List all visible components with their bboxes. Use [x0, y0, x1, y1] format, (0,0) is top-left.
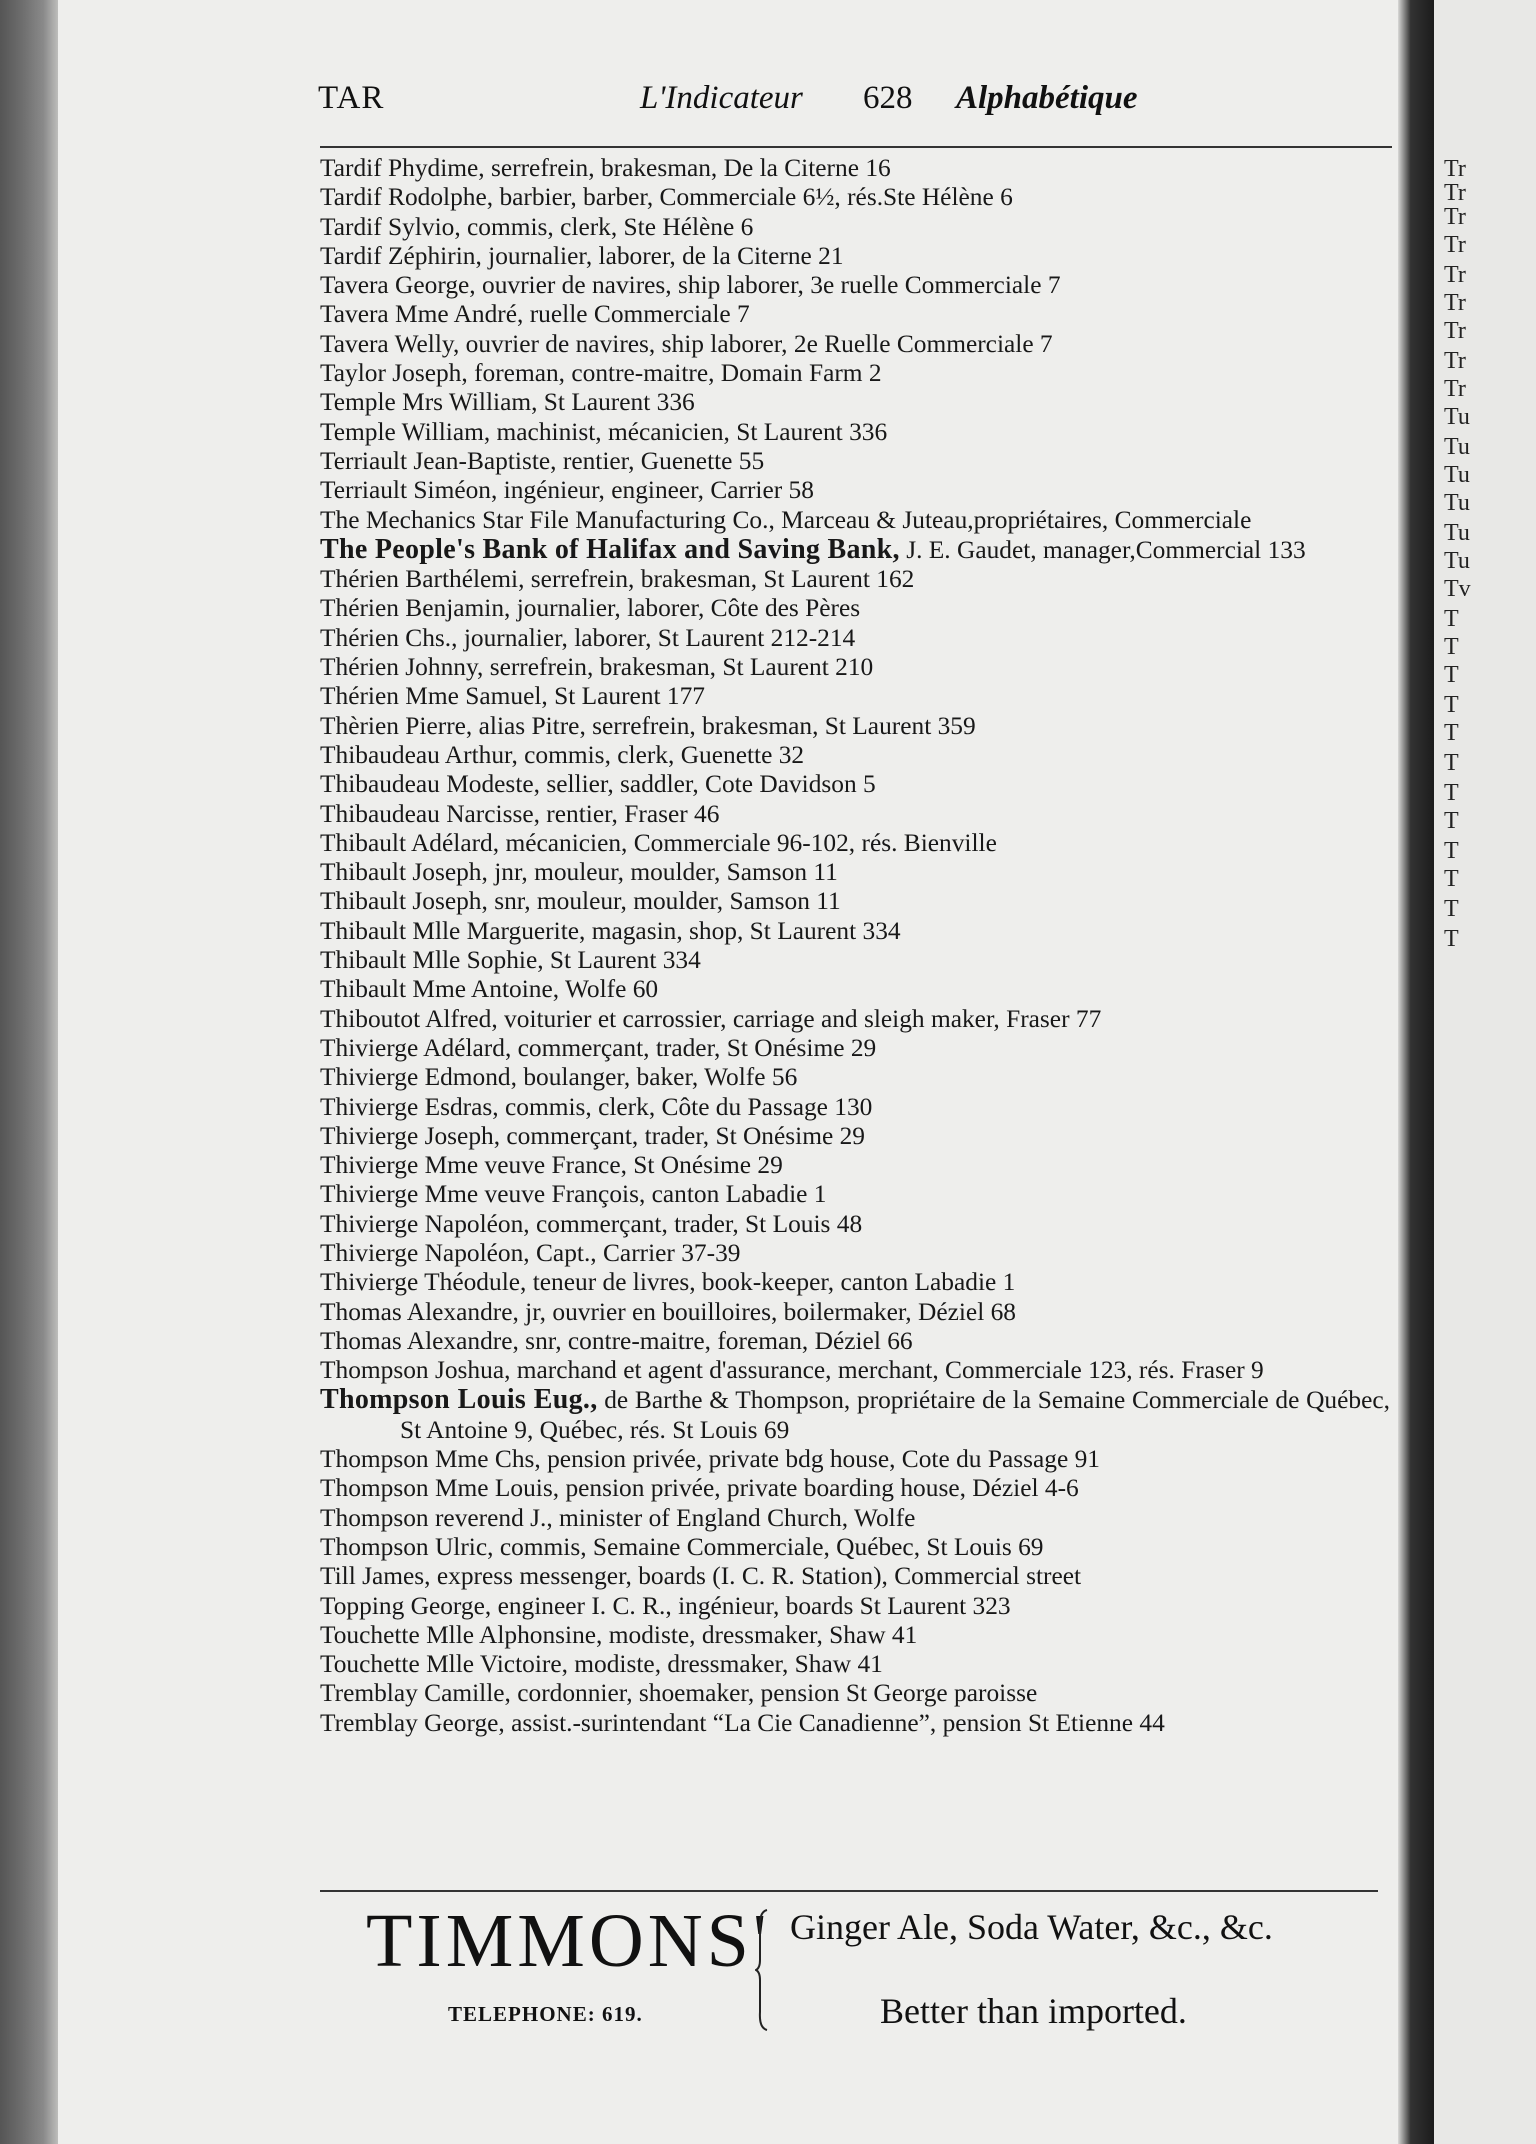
entry-text: Thompson reverend J., minister of England Church, Wolfe: [320, 1503, 916, 1532]
entry-text: Thivierge Edmond, boulanger, baker, Wolfe 56: [320, 1063, 798, 1092]
adjacent-page-fragment: T: [1444, 808, 1459, 834]
adjacent-page-fragment: Tr: [1444, 180, 1466, 206]
directory-entry: [320, 1005, 1390, 1034]
directory-entry: [320, 506, 1390, 535]
directory-entry: [320, 565, 1390, 594]
entry-text: Thérien Benjamin, journalier, laborer, Côte des Pères: [320, 594, 861, 623]
advertisement-telephone: TELEPHONE: 619.: [448, 2002, 643, 2026]
header-title-left: L'Indicateur: [640, 80, 803, 116]
entry-text: Tavera George, ouvrier de navires, ship laborer, 3e ruelle Commerciale 7: [320, 271, 1061, 300]
entry-text: Tremblay George, assist.-surintendant “La Cie Canadienne”, pension St Etienne 44: [320, 1708, 1165, 1737]
adjacent-page-fragment: Tv: [1444, 576, 1471, 602]
entry-text: Thomas Alexandre, jr, ouvrier en bouilloires, boilermaker, Déziel 68: [320, 1297, 1016, 1326]
adjacent-page-fragment: Tr: [1444, 156, 1466, 182]
advertisement-brand: TIMMONS': [366, 1899, 771, 1983]
directory-entry: [320, 829, 1390, 858]
directory-page: [58, 0, 1398, 2144]
adjacent-page-fragment: T: [1444, 926, 1459, 952]
directory-entry: [320, 418, 1390, 447]
advertisement-line-1: Ginger Ale, Soda Water, &c., &c.: [790, 1907, 1273, 1947]
directory-entry: [320, 594, 1390, 623]
entry-text: Thibault Joseph, snr, mouleur, moulder, Samson 11: [320, 887, 841, 916]
directory-entry: [320, 624, 1390, 653]
adjacent-page-fragment: Tu: [1444, 520, 1470, 546]
adjacent-page-fragment: T: [1444, 720, 1459, 746]
adjacent-page-fragment: T: [1444, 634, 1459, 660]
entry-text: Taylor Joseph, foreman, contre-maitre, Domain Farm 2: [320, 359, 882, 388]
directory-entry: [320, 1709, 1390, 1738]
directory-entry: [320, 770, 1390, 799]
entry-text: Thompson Mme Louis, pension privée, private boarding house, Déziel 4-6: [320, 1474, 1079, 1503]
advertisement: [320, 1898, 1390, 2048]
adjacent-page-fragment: Tr: [1444, 318, 1466, 344]
directory-entry: [320, 975, 1390, 1004]
header-code: TAR: [318, 80, 385, 116]
directory-entry: [320, 1474, 1390, 1503]
directory-entry: [320, 887, 1390, 916]
directory-entry: [320, 1210, 1390, 1239]
entry-text: Thivierge Joseph, commerçant, trader, St Onésime 29: [320, 1121, 865, 1150]
entry-text: Thibaudeau Arthur, commis, clerk, Guenette 32: [320, 740, 805, 769]
entry-text: Thibaudeau Narcisse, rentier, Fraser 46: [320, 799, 720, 828]
header-rule: [320, 146, 1392, 148]
advertisement-line-2: Better than imported.: [880, 1991, 1187, 2031]
entry-text: Thèrien Pierre, alias Pitre, serrefrein, brakesman, St Laurent 359: [320, 711, 976, 740]
directory-entry: [320, 1504, 1390, 1533]
book-binding: [0, 0, 58, 2144]
directory-entry: [320, 1180, 1390, 1209]
directory-entry: [320, 653, 1390, 682]
entry-text: Terriault Siméon, ingénieur, engineer, Carrier 58: [320, 476, 814, 505]
entry-text: Topping George, engineer I. C. R., ingénieur, boards St Laurent 323: [320, 1591, 1011, 1620]
directory-entry: [320, 858, 1390, 887]
adjacent-page-edge: [1434, 0, 1536, 2144]
entry-text: Thivierge Esdras, commis, clerk, Côte du Passage 130: [320, 1092, 873, 1121]
directory-entry: [320, 1533, 1390, 1562]
entry-text: Temple William, machinist, mécanicien, St Laurent 336: [320, 417, 888, 446]
adjacent-page-fragment: Tu: [1444, 548, 1470, 574]
adjacent-page-fragment: Tu: [1444, 462, 1470, 488]
page-number: 628: [863, 80, 913, 116]
adjacent-page-fragment: T: [1444, 606, 1459, 632]
page-gutter: [1398, 0, 1434, 2144]
header-title-right: Alphabétique: [956, 80, 1138, 116]
entry-text: Thérien Mme Samuel, St Laurent 177: [320, 682, 706, 711]
entry-text: Thibaudeau Modeste, sellier, saddler, Cote Davidson 5: [320, 770, 876, 799]
entry-text: Touchette Mlle Victoire, modiste, dressmaker, Shaw 41: [320, 1650, 883, 1679]
entry-text: Thompson Joshua, marchand et agent d'assurance, merchant, Commerciale 123, rés. Fraser 9: [320, 1356, 1264, 1385]
entry-text: Thibault Joseph, jnr, mouleur, moulder, Samson 11: [320, 858, 838, 887]
adjacent-page-fragment: T: [1444, 780, 1459, 806]
directory-entry: [320, 1356, 1390, 1385]
entry-text: Thompson Mme Chs, pension privée, private bdg house, Cote du Passage 91: [320, 1445, 1100, 1474]
running-header: [318, 80, 1398, 130]
directory-entry: [320, 1122, 1390, 1151]
directory-entry: [320, 388, 1390, 417]
adjacent-page-fragment: T: [1444, 866, 1459, 892]
entry-text: Tardif Rodolphe, barbier, barber, Commerciale 6½, rés.Ste Hélène 6: [320, 183, 1013, 212]
brace-icon: [755, 1908, 769, 2032]
entry-text: Thompson Ulric, commis, Semaine Commerciale, Québec, St Louis 69: [320, 1532, 1044, 1561]
directory-entry: [320, 1093, 1390, 1122]
adjacent-page-fragment: Tr: [1444, 290, 1466, 316]
directory-entry: [320, 1327, 1390, 1356]
directory-entry: [320, 242, 1390, 271]
entry-text: Thivierge Mme veuve France, St Onésime 29: [320, 1151, 783, 1180]
adjacent-page-fragment: Tr: [1444, 232, 1466, 258]
entry-text: Tavera Mme André, ruelle Commerciale 7: [320, 300, 750, 329]
adjacent-page-fragment: T: [1444, 896, 1459, 922]
entry-text: Thérien Barthélemi, serrefrein, brakesman, St Laurent 162: [320, 565, 915, 594]
directory-entry: [320, 800, 1390, 829]
entry-text: Thibault Mme Antoine, Wolfe 60: [320, 975, 659, 1004]
entry-text: Thivierge Napoléon, commerçant, trader, St Louis 48: [320, 1209, 863, 1238]
directory-entry: [320, 682, 1390, 711]
directory-entry: [320, 1298, 1390, 1327]
entry-text: Thérien Chs., journalier, laborer, St Laurent 212-214: [320, 623, 856, 652]
entry-bold-name: Thompson Louis Eug.,: [320, 1384, 598, 1416]
entry-text: Thivierge Adélard, commerçant, trader, St Onésime 29: [320, 1033, 877, 1062]
directory-entry: [320, 1562, 1390, 1591]
entry-text: de Barthe & Thompson, propriétaire de la Semaine Commerciale de Québec, St Antoine 9, Québec, rés. St Louis 69: [400, 1386, 1390, 1444]
directory-entry: [320, 271, 1390, 300]
directory-entry: [320, 1679, 1390, 1708]
entry-text: Tardif Sylvio, commis, clerk, Ste Hélène 6: [320, 212, 754, 241]
directory-entry: [320, 476, 1390, 505]
adjacent-page-fragment: T: [1444, 662, 1459, 688]
adjacent-page-fragment: Tu: [1444, 434, 1470, 460]
directory-entry: [320, 300, 1390, 329]
directory-entry: [320, 330, 1390, 359]
entry-text: Till James, express messenger, boards (I. C. R. Station), Commercial street: [320, 1562, 1082, 1591]
adjacent-page-fragment: Tu: [1444, 490, 1470, 516]
entry-text: Thibault Adélard, mécanicien, Commerciale 96-102, rés. Bienville: [320, 828, 997, 857]
directory-entry: [320, 1151, 1390, 1180]
entry-text: Thibault Mlle Sophie, St Laurent 334: [320, 946, 701, 975]
advertisement-rule: [320, 1890, 1378, 1892]
directory-entry: [320, 946, 1390, 975]
entry-text: Tardif Phydime, serrefrein, brakesman, De la Citerne 16: [320, 154, 891, 182]
adjacent-page-fragment: T: [1444, 838, 1459, 864]
entry-text: Thérien Johnny, serrefrein, brakesman, St Laurent 210: [320, 653, 874, 682]
entry-text: Terriault Jean-Baptiste, rentier, Guenette 55: [320, 446, 765, 475]
entry-text: Temple Mrs William, St Laurent 336: [320, 388, 695, 417]
entry-text: Touchette Mlle Alphonsine, modiste, dressmaker, Shaw 41: [320, 1620, 918, 1649]
directory-entry: [320, 1385, 1390, 1445]
entry-text: Thivierge Théodule, teneur de livres, book-keeper, canton Labadie 1: [320, 1268, 1016, 1297]
directory-entry: [320, 1621, 1390, 1650]
entry-text: Tavera Welly, ouvrier de navires, ship laborer, 2e Ruelle Commerciale 7: [320, 329, 1053, 358]
directory-entry: [320, 741, 1390, 770]
directory-entry: [320, 917, 1390, 946]
directory-entry: [320, 1063, 1390, 1092]
directory-entry: [320, 535, 1390, 565]
directory-entries: [320, 154, 1390, 1738]
adjacent-page-fragment: T: [1444, 750, 1459, 776]
directory-entry: [320, 154, 1390, 183]
adjacent-page-fragment: Tr: [1444, 376, 1466, 402]
directory-entry: [320, 1239, 1390, 1268]
entry-text: Thivierge Napoléon, Capt., Carrier 37-39: [320, 1238, 741, 1267]
entry-text: Tardif Zéphirin, journalier, laborer, de la Citerne 21: [320, 241, 844, 270]
adjacent-page-fragment: Tr: [1444, 204, 1466, 230]
directory-entry: [320, 712, 1390, 741]
adjacent-page-fragment: Tu: [1444, 404, 1470, 430]
directory-entry: [320, 1034, 1390, 1063]
directory-entry: [320, 213, 1390, 242]
entry-text: The Mechanics Star File Manufacturing Co., Marceau & Juteau,propriétaires, Commerciale: [320, 505, 1252, 534]
entry-bold-name: The People's Bank of Halifax and Saving Bank,: [320, 533, 900, 565]
directory-entry: [320, 1650, 1390, 1679]
entry-text: Thiboutot Alfred, voiturier et carrossier, carriage and sleigh maker, Fraser 77: [320, 1004, 1102, 1033]
adjacent-page-fragment: Tr: [1444, 348, 1466, 374]
adjacent-page-fragment: T: [1444, 692, 1459, 718]
directory-entry: [320, 1445, 1390, 1474]
directory-entry: [320, 183, 1390, 212]
adjacent-page-fragment: Tr: [1444, 262, 1466, 288]
entry-text: J. E. Gaudet, manager,Commercial 133: [899, 535, 1306, 564]
entry-text: Thomas Alexandre, snr, contre-maitre, foreman, Déziel 66: [320, 1326, 913, 1355]
directory-entry: [320, 359, 1390, 388]
directory-entry: [320, 1592, 1390, 1621]
entry-text: Thivierge Mme veuve François, canton Labadie 1: [320, 1180, 827, 1209]
entry-text: Tremblay Camille, cordonnier, shoemaker, pension St George paroisse: [320, 1679, 1038, 1708]
directory-entry: [320, 447, 1390, 476]
directory-entry: [320, 1268, 1390, 1297]
entry-text: Thibault Mlle Marguerite, magasin, shop, St Laurent 334: [320, 916, 901, 945]
